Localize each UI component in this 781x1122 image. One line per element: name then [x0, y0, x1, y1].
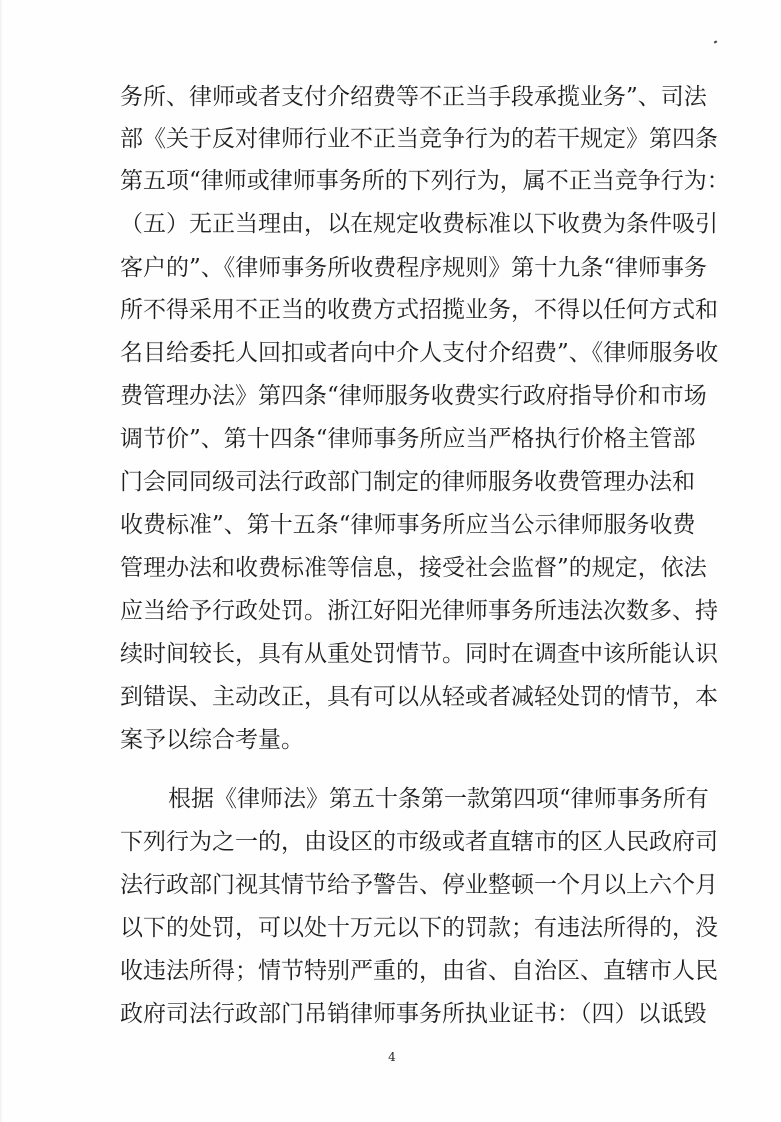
text-line: 门会同同级司法行政部门制定的律师服务收费管理办法和 — [120, 469, 695, 495]
scan-speck — [714, 40, 718, 43]
text-line: 案予以综合考量。 — [120, 727, 304, 753]
text-line: 所不得采用不正当的收费方式招揽业务，不得以任何方式和 — [120, 297, 718, 323]
text-line: 到错误、主动改正，具有可以从轻或者减轻处罚的情节，本 — [120, 684, 718, 710]
text-line: 下列行为之一的，由设区的市级或者直辖市的区人民政府司 — [120, 829, 718, 855]
text-line: （五）无正当理由，以在规定收费标准以下收费为条件吸引 — [120, 211, 718, 237]
text-line: 续时间较长，具有从重处罚情节。同时在调查中该所能认识 — [120, 641, 718, 667]
scan-edge-shadow — [0, 0, 3, 1122]
text-line: 部《关于反对律师行业不正当竞争行为的若干规定》第四条 — [120, 126, 718, 152]
text-line: 调节价”、第十四条“律师事务所应当严格执行价格主管部 — [120, 426, 696, 452]
text-line: 管理办法和收费标准等信息，接受社会监督”的规定，依法 — [120, 555, 707, 581]
text-line: 应当给予行政处罚。浙江好阳光律师事务所违法次数多、持 — [120, 598, 718, 624]
text-line: 费管理办法》第四条“律师服务收费实行政府指导价和市场 — [120, 383, 707, 409]
text-line: 根据《律师法》第五十条第一款第四项“律师事务所有 — [168, 786, 709, 812]
text-line: 客户的”、《律师事务所收费程序规则》第十九条“律师事务 — [120, 255, 708, 281]
text-line: 第五项“律师或律师事务所的下列行为，属不正当竞争行为： — [120, 168, 730, 194]
text-line: 收费标准”、第十五条“律师事务所应当公示律师服务收费 — [120, 512, 696, 538]
text-line: 名目给委托人回扣或者向中介人支付介绍费”、《律师服务收 — [120, 340, 719, 366]
text-line: 政府司法行政部门吊销律师事务所执业证书：（四）以诋毁 — [120, 1001, 707, 1027]
text-line: 务所、律师或者支付介绍费等不正当手段承揽业务”、司法 — [120, 84, 707, 110]
text-line: 收违法所得；情节特别严重的，由省、自治区、直辖市人民 — [120, 958, 718, 984]
page-number: 4 — [388, 1050, 396, 1064]
text-line: 以下的处罚，可以处十万元以下的罚款；有违法所得的，没 — [120, 915, 718, 941]
text-line: 法行政部门视其情节给予警告、停业整顿一个月以上六个月 — [120, 872, 718, 898]
